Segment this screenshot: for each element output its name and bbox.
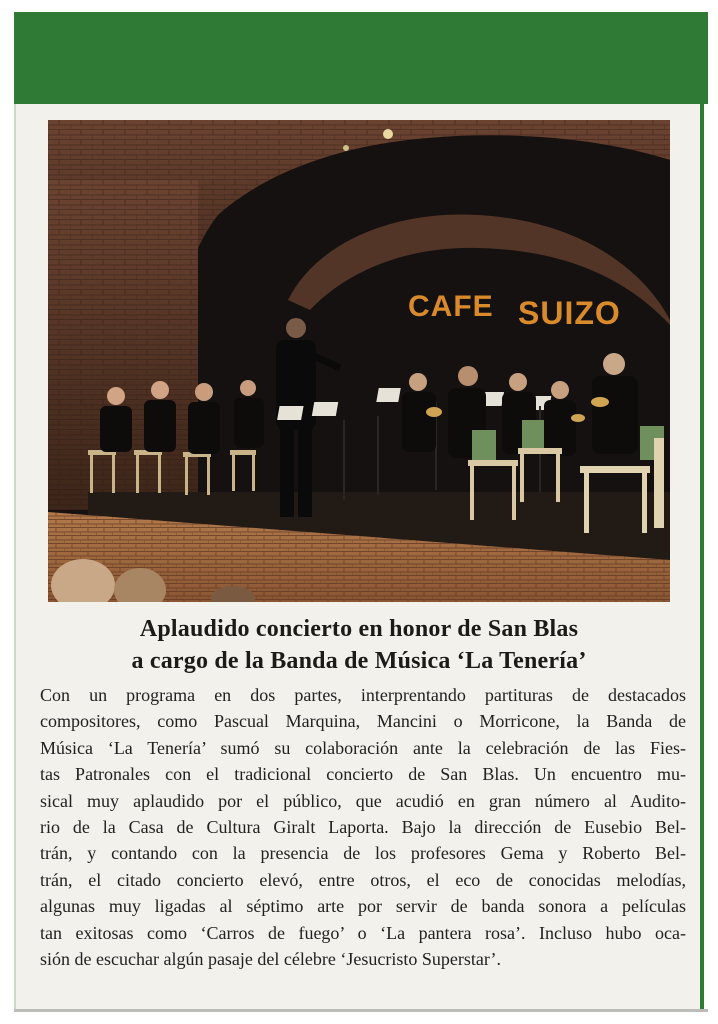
body-line: tas Patronales con el tradicional concierto de San Blas. Un encuentro mu- bbox=[40, 764, 686, 785]
body-line: compositores, como Pascual Marquina, Mancini o Morricone, la Banda de bbox=[40, 711, 686, 732]
headline-line-1: Aplaudido concierto en honor de San Blas bbox=[139, 616, 579, 642]
headline-line-2: a cargo de la Banda de Música ‘La Tenería’ bbox=[131, 648, 587, 674]
body-line: trán, el citado concierto elevó, entre otros, el eco de conocidas melodías, bbox=[40, 869, 686, 890]
clipping-bottom-edge bbox=[14, 1009, 708, 1012]
concert-photo bbox=[48, 120, 670, 602]
cafe-sign-left: CAFE bbox=[408, 290, 494, 323]
article-body bbox=[40, 682, 686, 972]
green-header-bar bbox=[14, 12, 708, 104]
body-line: algunas muy ligadas al séptimo arte por servir de banda sonora a películas bbox=[40, 896, 686, 917]
body-line: trán, y contando con la presencia de los profesores Gema y Roberto Bel- bbox=[40, 843, 686, 864]
body-line: sical muy aplaudido por el público, que acudió en gran número al Audito- bbox=[40, 790, 686, 811]
body-line: rio de la Casa de Cultura Giralt Laporta. Bajo la dirección de Eusebio Bel- bbox=[40, 817, 686, 838]
cafe-sign-right: SUIZO bbox=[518, 295, 621, 331]
body-line: Música ‘La Tenería’ sumó su colaboración ante la celebración de las Fies- bbox=[40, 737, 686, 758]
body-line: tan exitosas como ‘Carros de fuego’ o ‘La pantera rosa’. Incluso hubo oca- bbox=[40, 922, 686, 943]
body-line: Con un programa en dos partes, interprentando partituras de destacados bbox=[40, 685, 686, 705]
body-line: sión de escuchar algún pasaje del célebre ‘Jesucristo Superstar’. bbox=[40, 949, 501, 970]
concert-photo-illustration bbox=[48, 120, 670, 602]
